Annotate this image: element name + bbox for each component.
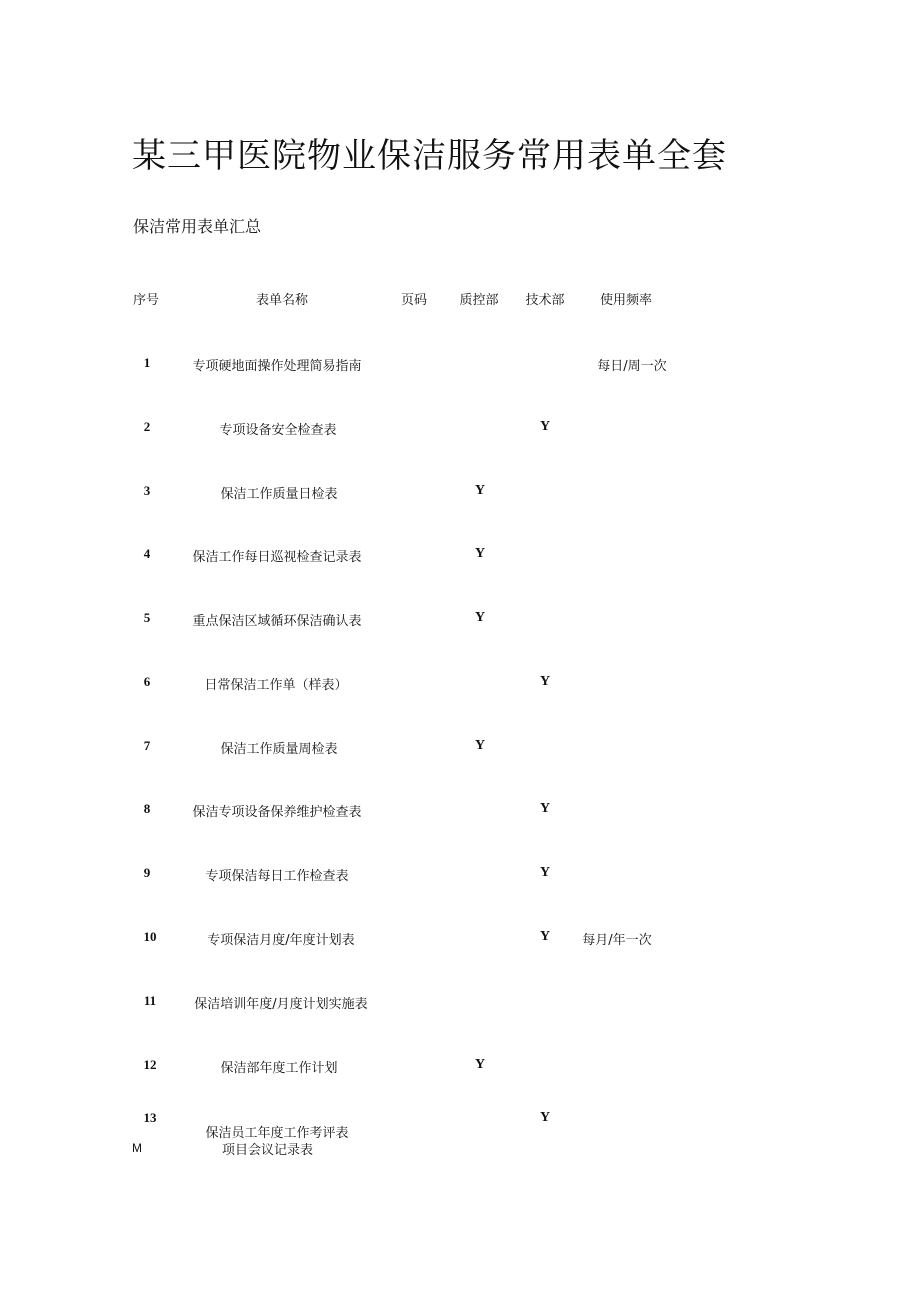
row-form-name: 保洁员工年度工作考评表 xyxy=(205,1126,349,1141)
row-form-name: 保洁培训年度/月度计划实施表 xyxy=(194,997,368,1012)
row-number: 13 xyxy=(143,1110,157,1125)
row-tech-mark: Y xyxy=(539,801,551,816)
row-form-name: 专项保洁月度/年度计划表 xyxy=(207,933,355,948)
row-form-name: 专项保洁每日工作检查表 xyxy=(205,869,349,884)
row-qc-mark: Y xyxy=(474,546,486,561)
row-form-name: 保洁工作质量日检表 xyxy=(220,487,338,502)
header-name: 表单名称 xyxy=(255,293,309,308)
row-number: 3 xyxy=(143,483,151,498)
row-qc-mark: Y xyxy=(474,738,486,753)
header-tech: 技术部 xyxy=(525,293,565,308)
row-number: 10 xyxy=(143,929,157,944)
header-index: 序号 xyxy=(133,293,160,308)
header-frequency: 使用频率 xyxy=(599,293,653,308)
row-number: 1 xyxy=(143,355,151,370)
extra-row-name: 项目会议记录表 xyxy=(222,1143,314,1158)
row-tech-mark: Y xyxy=(539,865,551,880)
row-form-name: 专项设备安全检查表 xyxy=(219,423,337,438)
row-qc-mark: Y xyxy=(474,1057,486,1072)
row-form-name: 保洁专项设备保养维护检查表 xyxy=(192,805,362,820)
row-number: 8 xyxy=(143,801,151,816)
row-tech-mark: Y xyxy=(539,929,551,944)
header-qc: 质控部 xyxy=(459,293,499,308)
row-form-name: 保洁部年度工作计划 xyxy=(220,1061,338,1076)
row-number: 6 xyxy=(143,674,151,689)
row-number: 11 xyxy=(143,993,157,1008)
row-form-name: 专项硬地面操作处理简易指南 xyxy=(192,359,362,374)
row-qc-mark: Y xyxy=(474,610,486,625)
row-form-name: 重点保洁区域循环保洁确认表 xyxy=(192,614,362,629)
extra-row-label: M xyxy=(132,1141,142,1155)
row-tech-mark: Y xyxy=(539,674,551,689)
row-tech-mark: Y xyxy=(539,1110,551,1125)
row-frequency: 每月/年一次 xyxy=(582,933,652,948)
row-number: 7 xyxy=(143,738,151,753)
row-number: 9 xyxy=(143,865,151,880)
row-form-name: 保洁工作质量周检表 xyxy=(220,742,338,757)
row-form-name: 保洁工作每日巡视检查记录表 xyxy=(192,550,362,565)
row-number: 12 xyxy=(143,1057,157,1072)
document-subtitle: 保洁常用表单汇总 xyxy=(133,217,262,236)
row-frequency: 每日/周一次 xyxy=(597,359,667,374)
row-number: 2 xyxy=(143,419,151,434)
row-number: 4 xyxy=(143,546,151,561)
header-page: 页码 xyxy=(400,293,428,308)
row-number: 5 xyxy=(143,610,151,625)
row-qc-mark: Y xyxy=(474,483,486,498)
row-tech-mark: Y xyxy=(539,419,551,434)
document-title: 某三甲医院物业保洁服务常用表单全套 xyxy=(132,136,727,176)
row-form-name: 日常保洁工作单（样表） xyxy=(204,678,348,693)
